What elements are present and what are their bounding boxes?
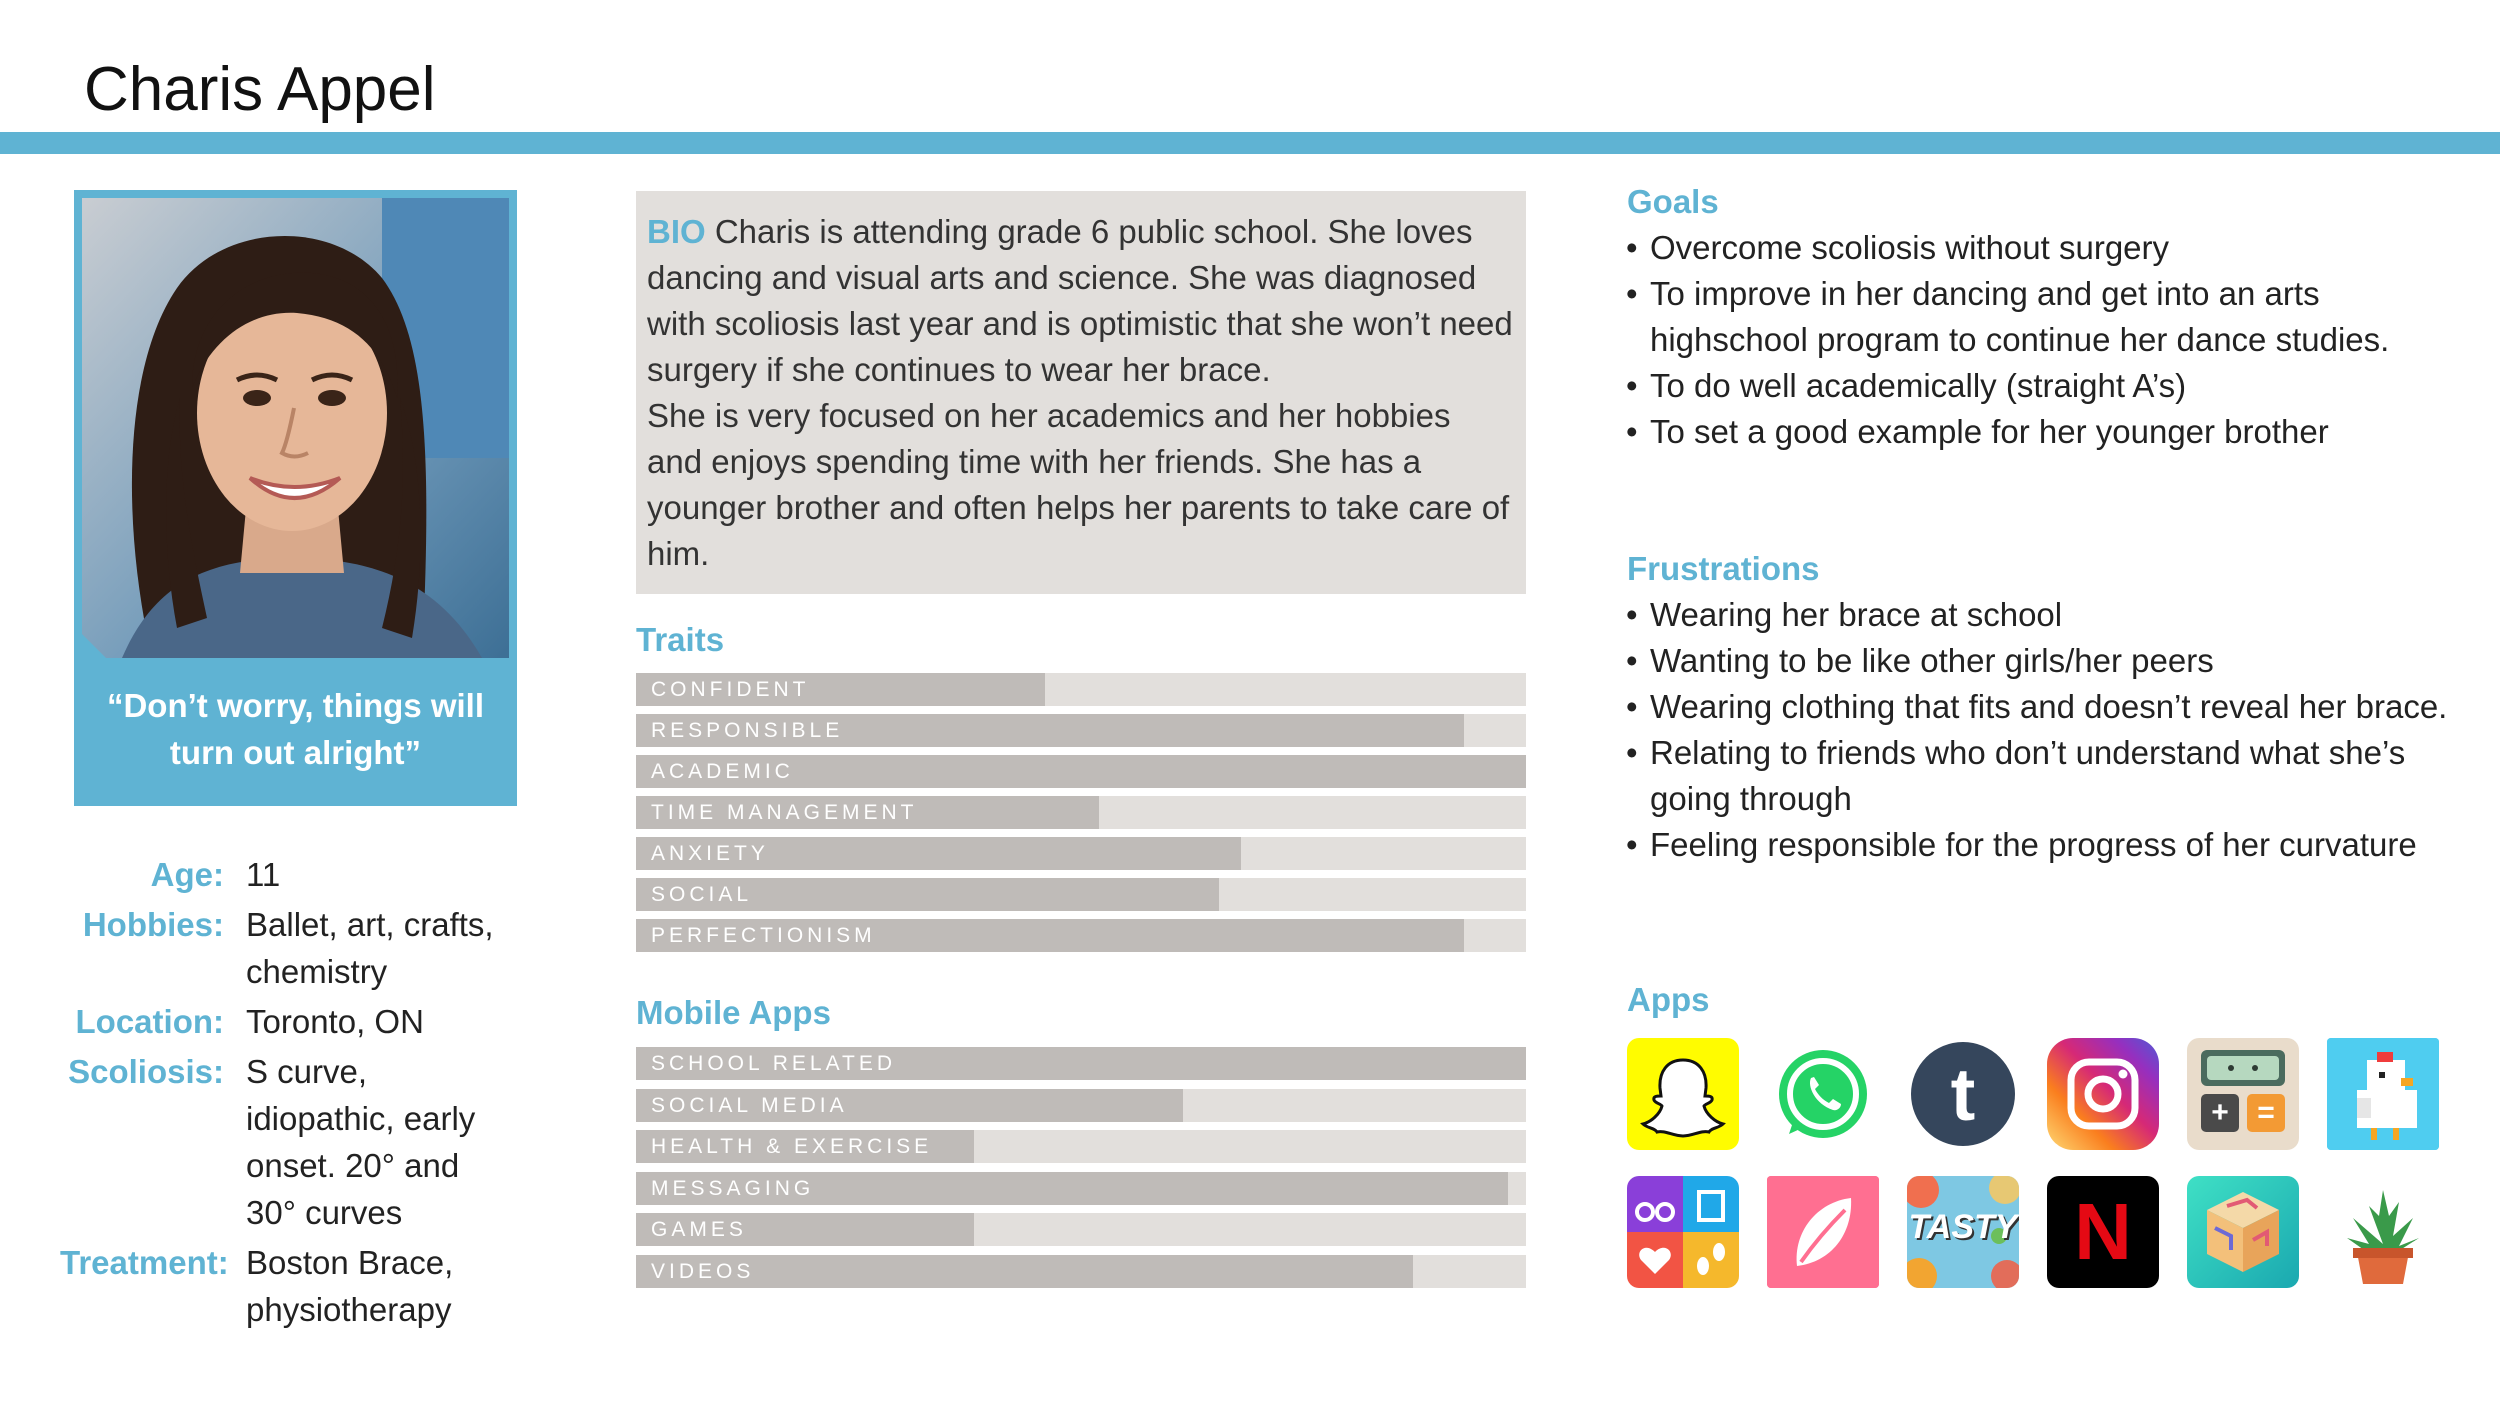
frustrations-heading: Frustrations	[1627, 550, 1820, 587]
trait-bar-label: ACADEMIC	[651, 760, 794, 783]
persona-quote: “Don’t worry, things will turn out alright”	[106, 687, 485, 771]
goal-item: • To do well academically (straight A’s)	[1626, 363, 2466, 409]
app-usage-bar	[636, 1172, 1526, 1205]
trait-bar-label: CONFIDENT	[651, 678, 810, 701]
goals-heading: Goals	[1627, 183, 1719, 220]
goal-item: • To improve in her dancing and get into an arts highschool program to continue her dance studies.	[1626, 271, 2466, 363]
detail-label: Hobbies:	[82, 906, 224, 943]
app-usage-bar-label: SCHOOL RELATED	[651, 1052, 897, 1075]
goals-list	[1626, 225, 2466, 455]
traits-heading: Traits	[636, 621, 725, 658]
app-usage-bar	[636, 1089, 1526, 1122]
netflix-letter: N	[2074, 1187, 2132, 1276]
detail-value: S curve, idiopathic, early onset. 20° and 30° curves	[246, 1053, 476, 1231]
tasty-wordmark: TASTY	[1908, 1208, 2018, 1246]
tumblr-letter: t	[1950, 1053, 1976, 1136]
persona-photo	[82, 198, 509, 658]
detail-row-location	[60, 998, 540, 1045]
whatsapp-icon	[1767, 1038, 1879, 1150]
trait-bar-label: ANXIETY	[651, 842, 769, 865]
detail-label: Age:	[150, 856, 224, 893]
header-divider	[0, 132, 2500, 154]
detail-label: Scoliosis:	[68, 1053, 224, 1090]
app-usage-bar-label: SOCIAL MEDIA	[651, 1093, 848, 1117]
flo-icon	[1767, 1176, 1879, 1288]
detail-value: Ballet, art, crafts, chemistry	[246, 906, 494, 990]
tasty-icon	[1907, 1176, 2019, 1288]
detail-value: 11	[246, 856, 281, 893]
trait-bar-label: PERFECTIONISM	[651, 924, 876, 947]
app-usage-bar	[636, 1130, 1526, 1163]
mobile-apps-heading: Mobile Apps	[636, 994, 831, 1031]
bio-label: BIO	[647, 213, 706, 250]
trait-bar-label: SOCIAL	[651, 883, 753, 906]
detail-value: Boston Brace, physiotherapy	[246, 1244, 454, 1328]
frustration-item: • Wearing her brace at school	[1626, 592, 2466, 638]
calc-plus-key: +	[2211, 1096, 2229, 1129]
app-usage-bar	[636, 1047, 1526, 1080]
trait-bar	[636, 919, 1526, 952]
netflix-icon	[2047, 1176, 2159, 1288]
instagram-icon	[2047, 1038, 2159, 1150]
plant-icon	[2327, 1176, 2439, 1288]
bio-text: Charis is attending grade 6 public school. She loves dancing and visual arts and science. She was diagnosed with scoliosis last year and is optimistic that she won’t need surgery if she continues to wear her brace.	[647, 213, 1513, 388]
trait-bar	[636, 796, 1526, 829]
detail-row-hobbies	[60, 901, 540, 995]
snapchat-icon	[1627, 1038, 1739, 1150]
app-usage-bar	[636, 1255, 1526, 1288]
detail-value: Toronto, ON	[246, 1003, 424, 1040]
frustration-item: • Feeling responsible for the progress of her curvature	[1626, 822, 2466, 868]
frustration-item: • Relating to friends who don’t understand what she’s going through	[1626, 730, 2466, 822]
persona-card	[74, 190, 517, 806]
persona-details	[60, 851, 540, 1336]
app-usage-bar	[636, 1213, 1526, 1246]
detail-label: Treatment:	[60, 1244, 229, 1281]
detail-row-scoliosis	[60, 1048, 540, 1236]
trait-bar	[636, 755, 1526, 788]
app-usage-bar-label: GAMES	[651, 1218, 747, 1241]
detail-row-treatment	[60, 1239, 540, 1333]
frustration-item: • Wanting to be like other girls/her peers	[1626, 638, 2466, 684]
trait-bar	[636, 673, 1526, 706]
trait-bar	[636, 878, 1526, 911]
detail-label: Location:	[75, 1003, 224, 1040]
bio-panel	[636, 191, 1526, 594]
app-usage-bar-label: HEALTH & EXERCISE	[651, 1135, 933, 1158]
frustrations-list	[1626, 592, 2466, 868]
trait-bar	[636, 714, 1526, 747]
activity-icon	[1627, 1176, 1739, 1288]
trait-bar	[636, 837, 1526, 870]
crossy-road-icon	[2327, 1038, 2439, 1150]
trait-bar-label: RESPONSIBLE	[651, 719, 844, 742]
goal-item: • To set a good example for her younger brother	[1626, 409, 2466, 455]
apps-heading: Apps	[1627, 981, 1710, 1018]
tumblr-icon	[1907, 1038, 2019, 1150]
goal-item: • Overcome scoliosis without surgery	[1626, 225, 2466, 271]
frustration-item: • Wearing clothing that fits and doesn’t reveal her brace.	[1626, 684, 2466, 730]
calc-equals-key: =	[2257, 1096, 2275, 1129]
page-title: Charis Appel	[84, 55, 436, 124]
app-usage-bar-label: MESSAGING	[651, 1176, 815, 1200]
detail-row-age	[60, 851, 540, 898]
calculator-icon	[2187, 1038, 2299, 1150]
puzzle-cube-icon	[2187, 1176, 2299, 1288]
bio-text-2: She is very focused on her academics and her hobbies and enjoys spending time with her friends. She has a younger brother and often helps her parents to take care of him.	[647, 397, 1510, 572]
trait-bar-label: TIME MANAGEMENT	[651, 801, 918, 824]
app-usage-bar-label: VIDEOS	[651, 1259, 755, 1283]
